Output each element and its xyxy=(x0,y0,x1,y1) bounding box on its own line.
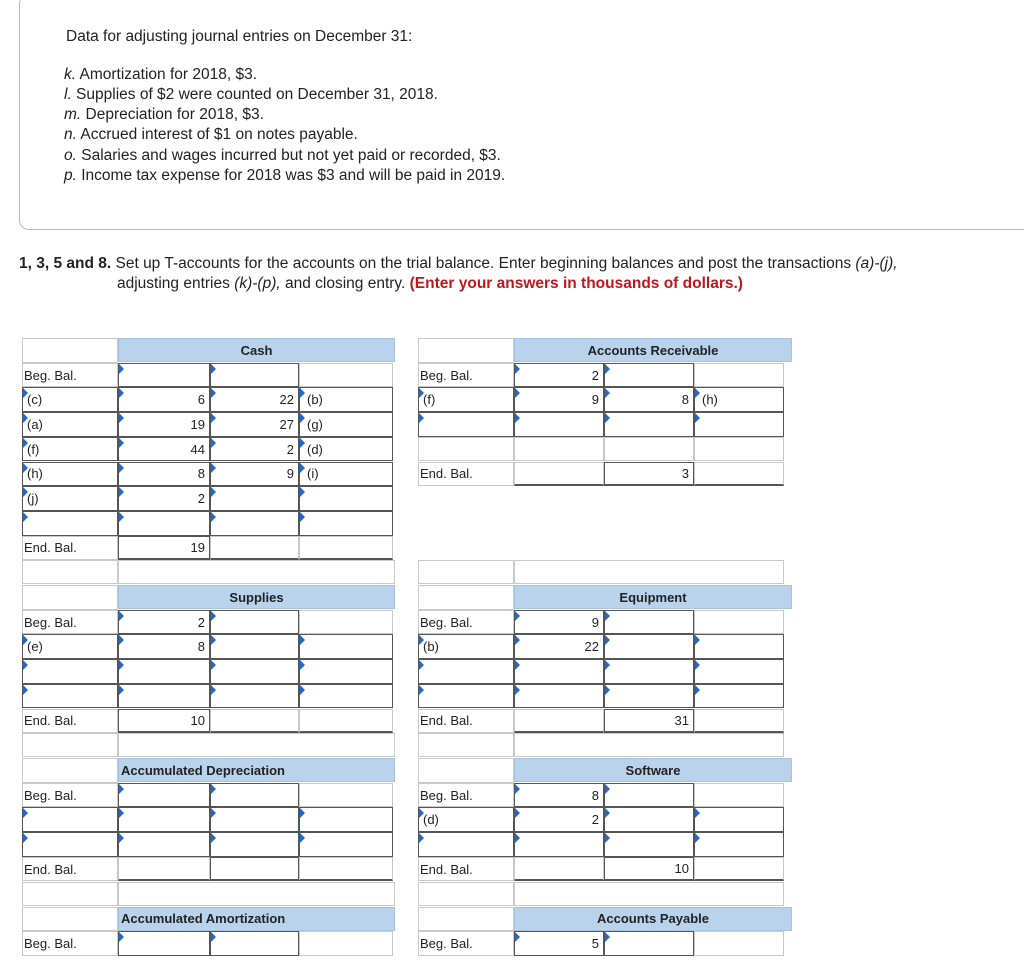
software-beg-credit-input[interactable] xyxy=(604,783,694,808)
data-item-k: k. Amortization for 2018, $3. xyxy=(64,66,257,83)
software-row2-credit-input[interactable] xyxy=(604,832,694,857)
ar-row1-ref-select[interactable]: (h) xyxy=(694,387,784,412)
supplies-beg-label: Beg. Bal. xyxy=(22,610,118,635)
supplies-row2-label-select[interactable] xyxy=(22,659,118,684)
software-header: Software xyxy=(514,758,792,782)
ar-row1-label-select[interactable]: (f) xyxy=(418,387,514,412)
software-row1-label-select[interactable]: (d) xyxy=(418,807,514,832)
equipment-row2-debit-input[interactable] xyxy=(514,659,604,684)
accum-amort-header: Accumulated Amortization xyxy=(118,907,395,931)
ap-beg-label: Beg. Bal. xyxy=(418,931,514,956)
software-row2-debit-input[interactable] xyxy=(514,832,604,857)
cash-end-label: End. Bal. xyxy=(22,536,118,560)
software-end-debit-input[interactable]: 10 xyxy=(604,857,694,882)
ap-beg-credit-input[interactable] xyxy=(604,931,694,956)
equipment-row2-label-select[interactable] xyxy=(418,659,514,684)
ar-beg-debit-input[interactable]: 2 xyxy=(514,363,604,388)
equipment-row1-debit-input[interactable]: 22 xyxy=(514,634,604,659)
ar-row2-ref-select[interactable] xyxy=(694,412,784,437)
cash-row4-debit-input[interactable]: 8 xyxy=(118,462,210,487)
supplies-row1-credit-input[interactable] xyxy=(210,634,299,659)
supplies-header: Supplies xyxy=(118,585,395,609)
accum-dep-row1-ref-select[interactable] xyxy=(299,807,393,832)
supplies-row2-debit-input[interactable] xyxy=(118,659,210,684)
data-item-o: o. Salaries and wages incurred but not yet paid or recorded, $3. xyxy=(64,147,501,164)
software-row1-debit-input[interactable]: 2 xyxy=(514,807,604,832)
equipment-end-debit-input[interactable]: 31 xyxy=(604,709,694,734)
equipment-row1-ref-select[interactable] xyxy=(694,634,784,659)
cash-row6-ref-select[interactable] xyxy=(299,511,393,536)
cash-row3-ref-select[interactable]: (d) xyxy=(299,437,393,462)
ar-beg-credit-input[interactable] xyxy=(604,363,694,388)
cash-row4-ref-select[interactable]: (i) xyxy=(299,462,393,487)
accum-dep-row1-label-select[interactable] xyxy=(22,807,118,832)
cash-beg-label: Beg. Bal. xyxy=(22,363,118,388)
equipment-row3-credit-input[interactable] xyxy=(604,684,694,709)
cash-row3-debit-input[interactable]: 44 xyxy=(118,437,210,462)
cash-row5-credit-input[interactable] xyxy=(210,486,299,511)
cash-row2-label-select[interactable]: (a) xyxy=(22,412,118,437)
equipment-row2-ref-select[interactable] xyxy=(694,659,784,684)
equipment-beg-label: Beg. Bal. xyxy=(418,610,514,635)
software-row2-label-select[interactable] xyxy=(418,832,514,857)
accum-dep-row2-credit-input[interactable] xyxy=(210,832,299,857)
software-beg-label: Beg. Bal. xyxy=(418,783,514,808)
software-row1-ref-select[interactable] xyxy=(694,807,784,832)
accum-dep-row1-credit-input[interactable] xyxy=(210,807,299,832)
accum-amort-beg-label: Beg. Bal. xyxy=(22,931,118,956)
cash-row5-ref-select[interactable] xyxy=(299,486,393,511)
supplies-row1-debit-input[interactable]: 8 xyxy=(118,634,210,659)
supplies-row3-ref-select[interactable] xyxy=(299,684,393,709)
ap-beg-debit-input[interactable]: 5 xyxy=(514,931,604,956)
ar-row1-debit-input[interactable]: 9 xyxy=(514,387,604,412)
accum-dep-row2-label-select[interactable] xyxy=(22,832,118,857)
cash-row1-label-select[interactable]: (c) xyxy=(22,387,118,412)
equipment-row1-label-select[interactable]: (b) xyxy=(418,634,514,659)
ar-end-label: End. Bal. xyxy=(418,462,514,487)
accum-dep-row1-debit-input[interactable] xyxy=(118,807,210,832)
data-item-n: n. Accrued interest of $1 on notes payable. xyxy=(64,126,358,143)
accum-amort-beg-credit-input[interactable] xyxy=(210,931,299,956)
equipment-beg-debit-input[interactable]: 9 xyxy=(514,610,604,635)
cash-row1-ref-select[interactable]: (b) xyxy=(299,387,393,412)
equipment-row3-ref-select[interactable] xyxy=(694,684,784,709)
cash-row3-credit-input[interactable]: 2 xyxy=(210,437,299,462)
data-title: Data for adjusting journal entries on December 31: xyxy=(66,28,413,45)
ar-row2-debit-input[interactable] xyxy=(514,412,604,437)
accum-dep-beg-credit-input[interactable] xyxy=(210,783,299,808)
cash-beg-credit-input[interactable] xyxy=(210,363,299,388)
cash-row2-ref-select[interactable]: (g) xyxy=(299,412,393,437)
data-item-p: p. Income tax expense for 2018 was $3 and will be paid in 2019. xyxy=(64,167,506,184)
cash-beg-debit-input[interactable] xyxy=(118,363,210,388)
ar-row1-credit-input[interactable]: 8 xyxy=(604,387,694,412)
supplies-row3-label-select[interactable] xyxy=(22,684,118,709)
cash-row2-credit-input[interactable]: 27 xyxy=(210,412,299,437)
equipment-end-label: End. Bal. xyxy=(418,709,514,734)
ap-header: Accounts Payable xyxy=(514,907,792,931)
cash-row6-credit-input[interactable] xyxy=(210,511,299,536)
ar-end-debit-input[interactable]: 3 xyxy=(604,462,694,487)
supplies-row3-debit-input[interactable] xyxy=(118,684,210,709)
accum-dep-header: Accumulated Depreciation xyxy=(118,758,395,782)
software-row2-ref-select[interactable] xyxy=(694,832,784,857)
equipment-header: Equipment xyxy=(514,585,792,609)
ar-beg-label: Beg. Bal. xyxy=(418,363,514,388)
cash-row5-label-select[interactable]: (j) xyxy=(22,486,118,511)
cash-row5-debit-input[interactable]: 2 xyxy=(118,486,210,511)
supplies-row2-ref-select[interactable] xyxy=(299,659,393,684)
equipment-row2-credit-input[interactable] xyxy=(604,659,694,684)
ar-header: Accounts Receivable xyxy=(514,338,792,362)
software-beg-debit-input[interactable]: 8 xyxy=(514,783,604,808)
supplies-row2-credit-input[interactable] xyxy=(210,659,299,684)
ar-row2-credit-input[interactable] xyxy=(604,412,694,437)
software-end-label: End. Bal. xyxy=(418,857,514,882)
accum-dep-row2-ref-select[interactable] xyxy=(299,832,393,857)
equipment-row1-credit-input[interactable] xyxy=(604,634,694,659)
cash-row1-debit-input[interactable]: 6 xyxy=(118,387,210,412)
ar-beg-ref xyxy=(694,363,784,388)
accum-amort-beg-debit-input[interactable] xyxy=(118,931,210,956)
accum-dep-beg-label: Beg. Bal. xyxy=(22,783,118,808)
cash-row6-label-select[interactable] xyxy=(22,511,118,536)
cash-header: Cash xyxy=(118,338,395,362)
supplies-end-label: End. Bal. xyxy=(22,709,118,734)
supplies-end-debit-input[interactable]: 10 xyxy=(118,709,210,734)
accum-dep-end-label: End. Bal. xyxy=(22,857,118,882)
cash-row2-debit-input[interactable]: 19 xyxy=(118,412,210,437)
equipment-beg-credit-input[interactable] xyxy=(604,610,694,635)
cash-end-debit-input[interactable]: 19 xyxy=(118,536,210,560)
supplies-beg-debit-input[interactable]: 2 xyxy=(118,610,210,635)
cash-beg-ref xyxy=(299,363,393,388)
cash-row4-credit-input[interactable]: 9 xyxy=(210,462,299,487)
data-item-m: m. Depreciation for 2018, $3. xyxy=(64,106,264,123)
software-row1-credit-input[interactable] xyxy=(604,807,694,832)
accum-dep-row2-debit-input[interactable] xyxy=(118,832,210,857)
supplies-row3-credit-input[interactable] xyxy=(210,684,299,709)
ar-row2-label-select[interactable] xyxy=(418,412,514,437)
accum-dep-beg-debit-input[interactable] xyxy=(118,783,210,808)
supplies-beg-credit-input[interactable] xyxy=(210,610,299,635)
cash-row3-label-select[interactable]: (f) xyxy=(22,437,118,462)
equipment-row3-debit-input[interactable] xyxy=(514,684,604,709)
accum-dep-end-credit-input[interactable] xyxy=(210,857,299,882)
cash-row6-debit-input[interactable] xyxy=(118,511,210,536)
supplies-row1-ref-select[interactable] xyxy=(299,634,393,659)
cash-row4-label-select[interactable]: (h) xyxy=(22,462,118,487)
supplies-row1-label-select[interactable]: (e) xyxy=(22,634,118,659)
instruction-text: 1, 3, 5 and 8. Set up T-accounts for the accounts on the trial balance. Enter beginning balances and post the transactions (a)-(j), adjusting entries (k)-(p), and closing entry. (Enter your answers in thousands of dollars.) xyxy=(19,255,898,292)
equipment-row3-label-select[interactable] xyxy=(418,684,514,709)
cash-row1-credit-input[interactable]: 22 xyxy=(210,387,299,412)
data-item-l: l. Supplies of $2 were counted on December 31, 2018. xyxy=(64,86,438,103)
